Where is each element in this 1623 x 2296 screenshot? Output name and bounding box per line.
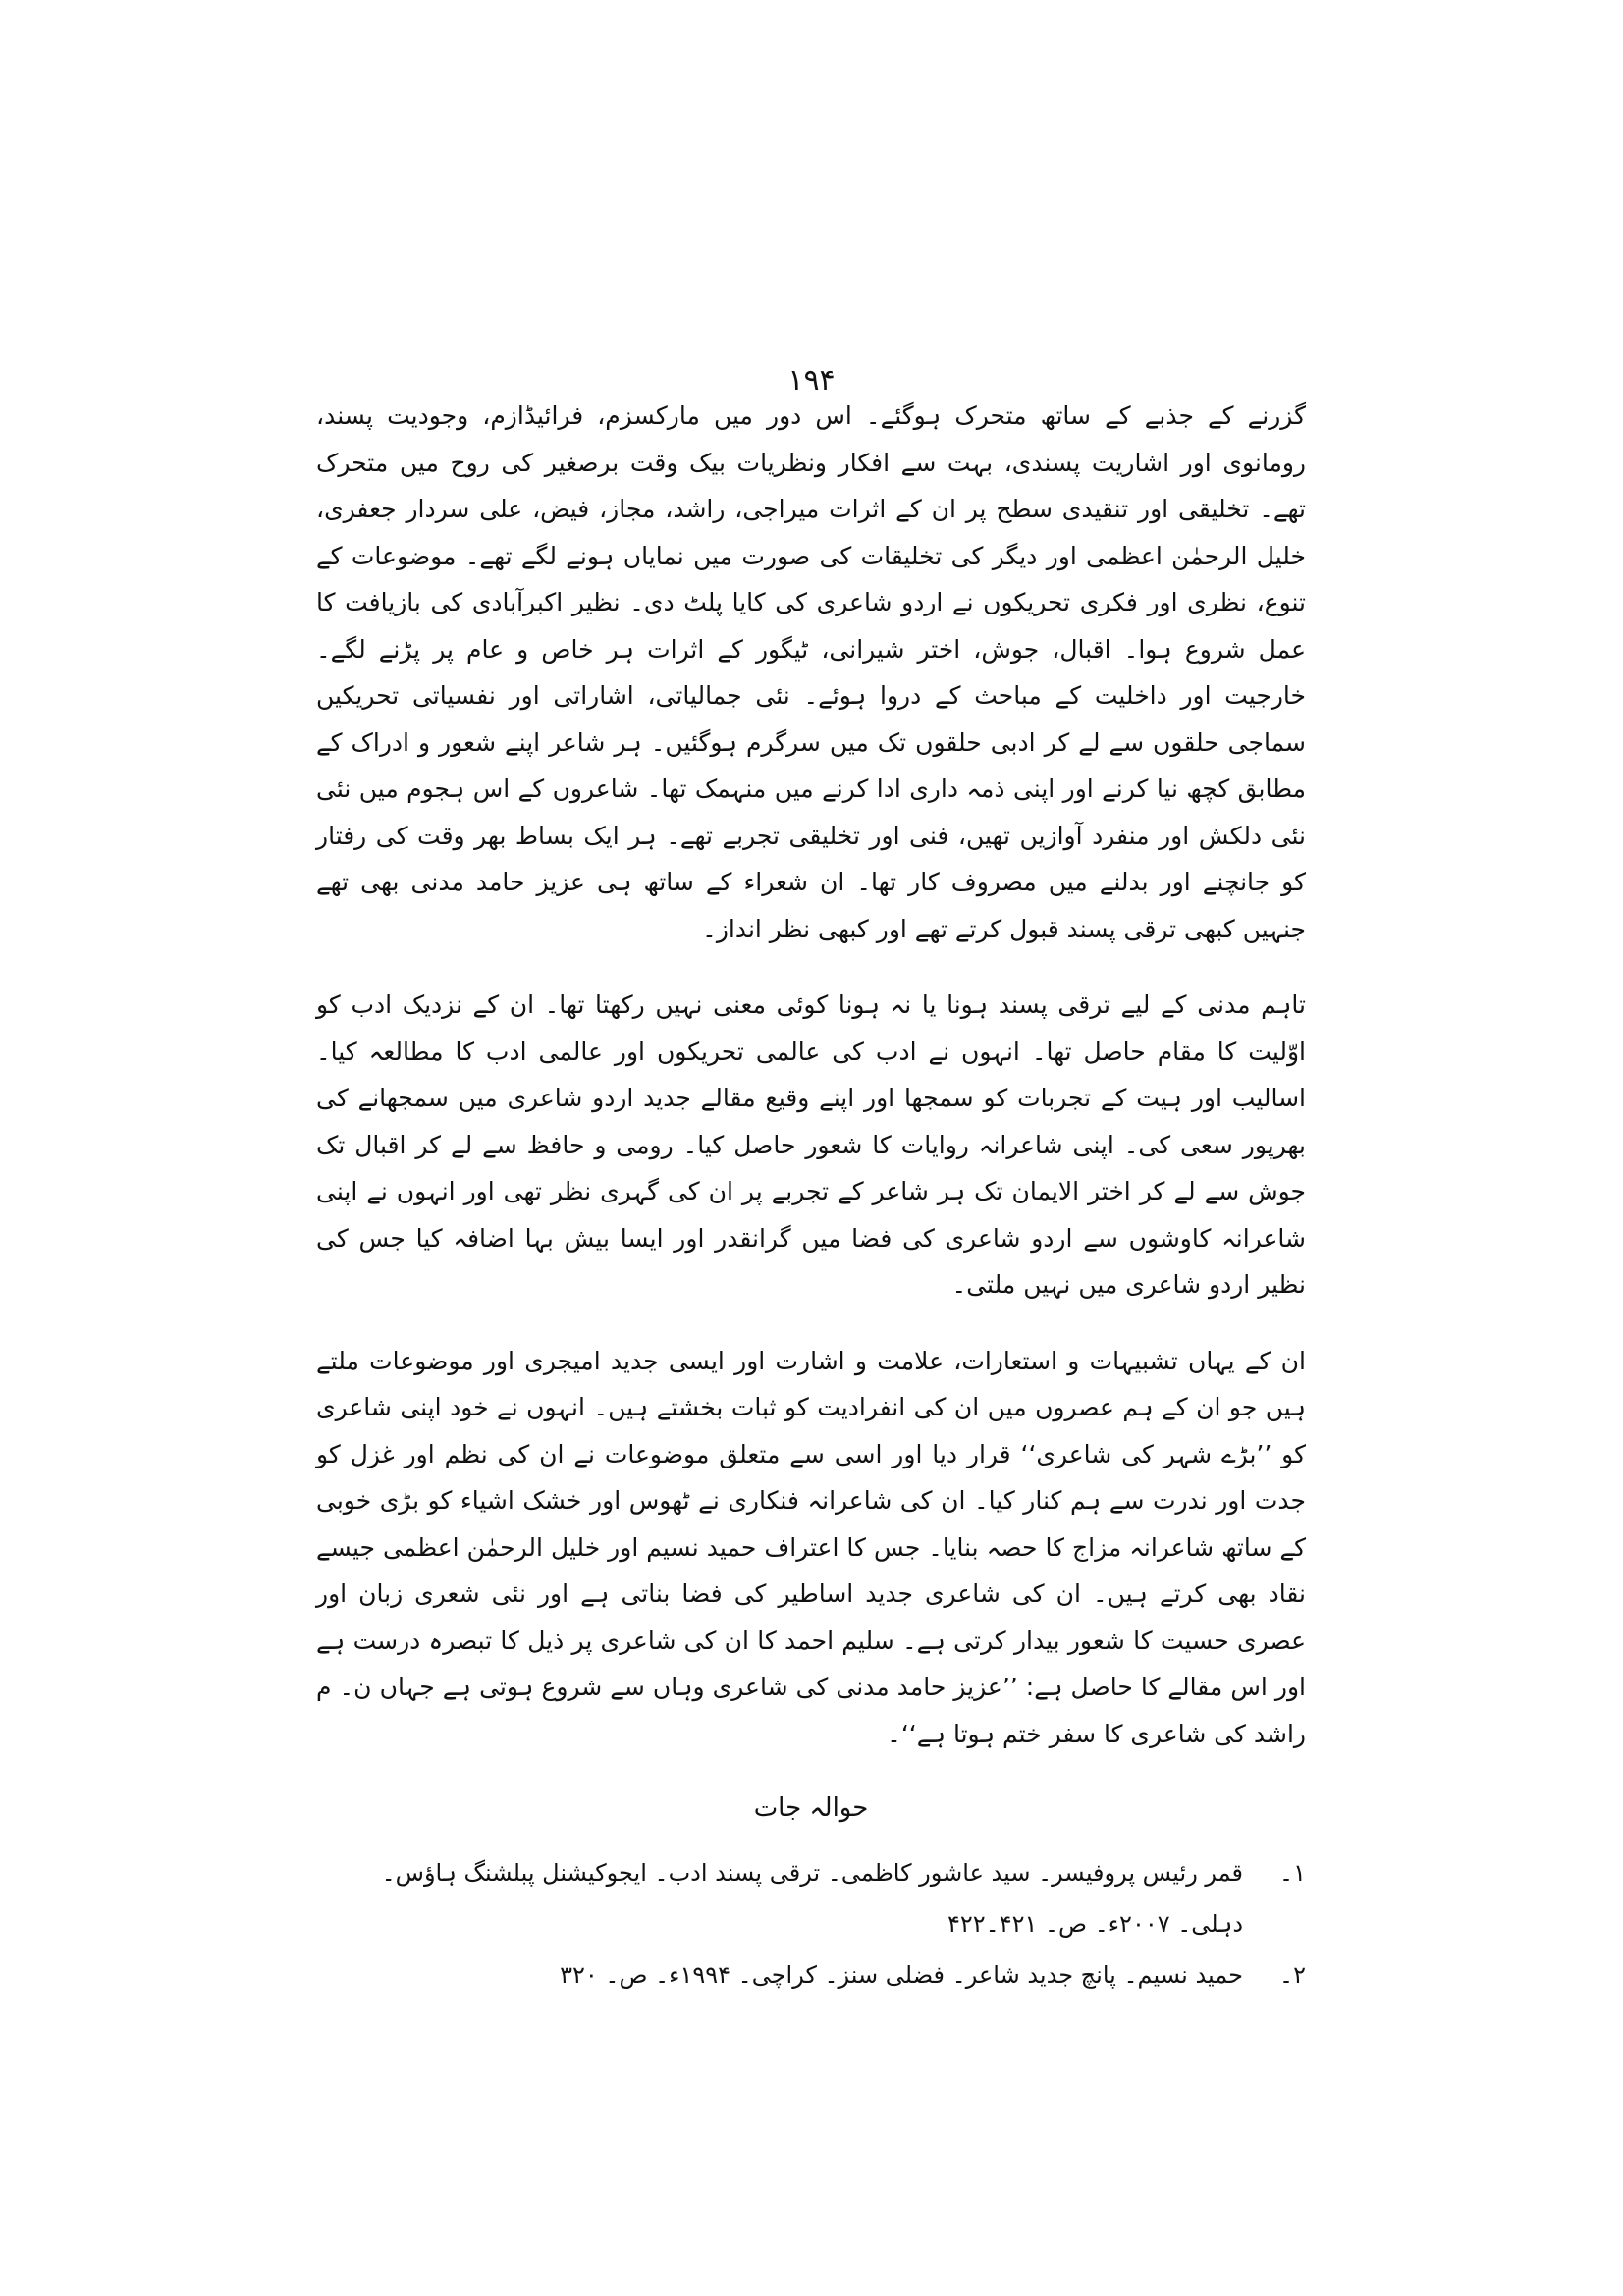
- paragraph-1: گزرنے کے جذبے کے ساتھ متحرک ہوگئے۔ اس دور میں مارکسزم، فرائیڈازم، وجودیت پسند، رومانوی اور اشاریت پسندی، بہت سے افکار ونظریات بیک وقت برصغیر کی روح میں متحرک تھے۔ تخلیقی اور تنقیدی سطح پر ان کے اثرات میراجی، راشد، مجاز، فیض، علی سردار جعفری، خلیل الرحمٰن اعظمی اور دیگر کی تخلیقات کی صورت میں نمایاں ہونے لگے تھے۔ موضوعات کے تنوع، نظری اور فکری تحریکوں نے اردو شاعری کی کایا پلٹ دی۔ نظیر اکبرآبادی کی بازیافت کا عمل شروع ہوا۔ اقبال، جوش، اختر شیرانی، ٹیگور کے اثرات ہر خاص و عام پر پڑنے لگے۔ خارجیت اور داخلیت کے مباحث کے دروا ہوئے۔ نئی جمالیاتی، اشاراتی اور نفسیاتی تحریکیں سماجی حلقوں سے لے کر ادبی حلقوں تک میں سرگرم ہوگئیں۔ ہر شاعر اپنے شعور و ادراک کے مطابق کچھ نیا کرنے اور اپنی ذمہ داری ادا کرنے میں منہمک تھا۔ شاعروں کے اس ہجوم میں نئی نئی دلکش اور منفرد آوازیں تھیں، فنی اور تخلیقی تجربے تھے۔ ہر ایک بساط بھر وقت کی رفتار کو جانچنے اور بدلنے میں مصروف کار تھا۔ ان شعراء کے ساتھ ہی عزیز حامد مدنی بھی تھے جنہیں کبھی ترقی پسند قبول کرتے تھے اور کبھی نظر انداز۔: [316, 401, 1306, 943]
- references-heading: حوالہ جات: [753, 1793, 869, 1823]
- reference-number: ۲۔: [1279, 1961, 1306, 1989]
- page-number: ۱۹۴: [787, 363, 836, 398]
- reference-text: قمر رئیس پروفیسر۔ سید عاشور کاظمی۔ ترقی پسند ادب۔ ایجوکیشنل پبلشنگ ہاؤس۔ دہلی۔ ۲۰۰۷ء۔ ص۔ ۴۲۱۔۴۲۲: [381, 1859, 1243, 1938]
- reference-number: ۱۔: [1279, 1859, 1306, 1887]
- page-body: [316, 393, 1306, 2001]
- paragraph-3: ان کے یہاں تشبیہات و استعارات، علامت و اشارت اور ایسی جدید امیجری اور موضوعات ملتے ہیں جو ان کے ہم عصروں میں ان کی انفرادیت کو ثبات بخشتے ہیں۔ انہوں نے خود اپنی شاعری کو ’’بڑے شہر کی شاعری‘‘ قرار دیا اور اسی سے متعلق موضوعات نے ان کی نظم اور غزل کو جدت اور ندرت سے ہم کنار کیا۔ ان کی شاعرانہ فنکاری نے ٹھوس اور خشک اشیاء کو بڑی خوبی کے ساتھ شاعرانہ مزاج کا حصہ بنایا۔ جس کا اعتراف حمید نسیم اور خلیل الرحمٰن اعظمی جیسے نقاد بھی کرتے ہیں۔ ان کی شاعری جدید اساطیر کی فضا بناتی ہے اور نئی شعری زبان اور عصری حسیت کا شعور بیدار کرتی ہے۔ سلیم احمد کا ان کی شاعری پر ذیل کا تبصرہ درست ہے اور اس مقالے کا حاصل ہے: ’’عزیز حامد مدنی کی شاعری وہاں سے شروع ہوتی ہے جہاں ن۔ م راشد کی شاعری کا سفر ختم ہوتا ہے‘‘۔: [316, 1346, 1306, 1748]
- paragraph-2: تاہم مدنی کے لیے ترقی پسند ہونا یا نہ ہونا کوئی معنی نہیں رکھتا تھا۔ ان کے نزدیک ادب کو اوّلیت کا مقام حاصل تھا۔ انہوں نے ادب کی عالمی تحریکوں اور عالمی ادب کا مطالعہ کیا۔ اسالیب اور ہیت کے تجربات کو سمجھا اور اپنے وقیع مقالے جدید اردو شاعری میں سمجھانے کی بھرپور سعی کی۔ اپنی شاعرانہ روایات کا شعور حاصل کیا۔ رومی و حافظ سے لے کر اقبال تک جوش سے لے کر اختر الایمان تک ہر شاعر کے تجربے پر ان کی گہری نظر تھی اور انہوں نے اپنی شاعرانہ کاوشوں سے اردو شاعری کی فضا میں گرانقدر اور ایسا بیش بہا اضافہ کیا جس کی نظیر اردو شاعری میں نہیں ملتی۔: [316, 990, 1306, 1299]
- reference-item: [316, 1847, 1306, 1949]
- reference-text: حمید نسیم۔ پانچ جدید شاعر۔ فضلی سنز۔ کراچی۔ ۱۹۹۴ء۔ ص۔ ۳۲۰: [560, 1961, 1243, 1989]
- reference-item: [316, 1949, 1306, 2001]
